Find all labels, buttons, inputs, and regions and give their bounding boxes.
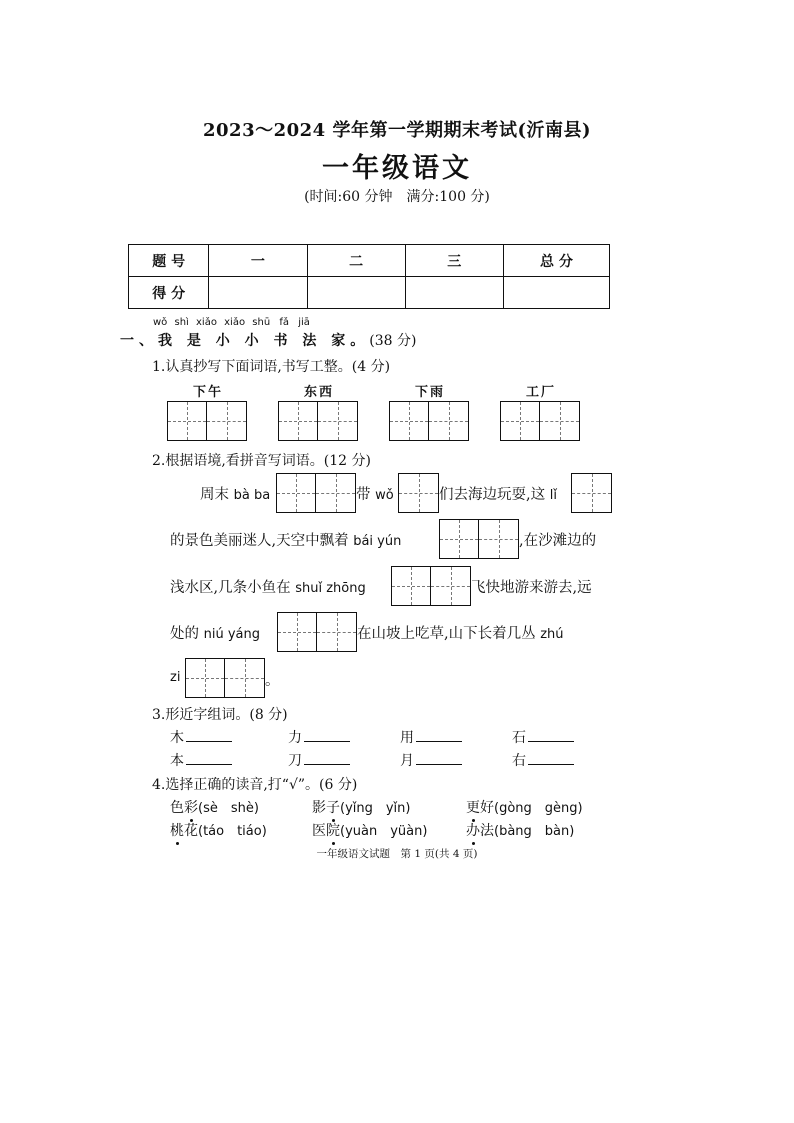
text: 处的 [170, 626, 199, 642]
char: 法 [480, 823, 494, 839]
char: 色 [170, 800, 184, 816]
similar-char-item [512, 727, 574, 747]
pinyin-options: (gòng gèng) [494, 801, 583, 816]
answer-blank[interactable] [416, 750, 462, 765]
similar-char: 用 [400, 730, 414, 746]
dotted-char: 子 [326, 797, 340, 817]
copy-word: 工厂 [526, 385, 557, 400]
q2-line2-text: ,在沙滩边的 [519, 533, 597, 549]
answer-blank[interactable] [304, 727, 350, 742]
text: 周末 [200, 487, 229, 503]
pronunciation-choice[interactable] [466, 797, 583, 817]
similar-char-item [512, 750, 574, 770]
score-table-score-row [129, 277, 610, 309]
pinyin-prompt: zi [170, 670, 181, 685]
pinyin-syllable: wǒ [153, 317, 168, 328]
answer-blank[interactable] [186, 727, 232, 742]
pinyin-syllable: shū [252, 317, 271, 328]
similar-char: 刀 [288, 753, 302, 769]
pinyin-syllable: jiā [298, 317, 310, 328]
pinyin-options: (yǐng yǐn) [340, 801, 411, 816]
score-table-header: 一 [209, 245, 307, 277]
score-cell[interactable] [405, 277, 503, 309]
pinyin-options: (yuàn yüàn) [340, 824, 428, 839]
q3-prompt: 3.形近字组词。(8 分) [152, 707, 288, 723]
writing-grid[interactable] [500, 401, 580, 441]
text: 在山坡上吃草,山下长着几丛 [357, 626, 536, 642]
score-cell[interactable] [503, 277, 609, 309]
q2-line4-text [170, 622, 260, 643]
page-footer: 一年级语文试题 第 1 页(共 4 页) [316, 848, 478, 860]
section1-pinyin [153, 317, 310, 328]
score-table-header: 题 号 [129, 245, 209, 277]
score-table-header: 三 [405, 245, 503, 277]
score-row-label: 得 分 [129, 277, 209, 309]
writing-grid[interactable] [278, 401, 358, 441]
text: 带 [356, 487, 371, 503]
similar-char: 石 [512, 730, 526, 746]
pinyin-prompt: bà ba [233, 488, 271, 503]
char: 影 [312, 800, 326, 816]
dotted-char: 院 [326, 820, 340, 840]
answer-blank[interactable] [528, 727, 574, 742]
pronunciation-choice[interactable] [312, 820, 427, 840]
pinyin-syllable: xiǎo [224, 317, 246, 328]
q2-line3-text [170, 576, 366, 597]
pinyin-syllable: fǎ [279, 317, 290, 328]
answer-blank[interactable] [304, 750, 350, 765]
pinyin-answer-grid[interactable] [276, 473, 356, 513]
score-table-header: 总 分 [503, 245, 609, 277]
score-table-header-row [129, 245, 610, 277]
copy-word: 东西 [304, 385, 335, 400]
pinyin-syllable: xiǎo [196, 317, 217, 328]
similar-char-item [170, 750, 232, 770]
similar-char: 本 [170, 753, 184, 769]
q4-prompt: 4.选择正确的读音,打“√”。(6 分) [152, 777, 358, 793]
q2-line2-text [170, 529, 401, 550]
pinyin-prompt: lǐ [549, 488, 557, 503]
pinyin-answer-grid[interactable] [391, 566, 471, 606]
pinyin-prompt: zhú [540, 627, 564, 642]
q2-line3-text: 飞快地游来游去,远 [471, 580, 592, 596]
section1-heading-text: 一、我 是 小 小 书 法 家。 [120, 333, 370, 349]
pinyin-options: (bàng bàn) [494, 824, 575, 839]
similar-char: 木 [170, 730, 184, 746]
similar-char-item [400, 727, 462, 747]
text: 们去海边玩耍,这 [439, 487, 546, 503]
dotted-char: 更 [466, 797, 480, 817]
pinyin-prompt: bái yún [353, 534, 402, 549]
section1-score: (38 分) [369, 333, 417, 349]
answer-blank[interactable] [528, 750, 574, 765]
char: 好 [480, 800, 494, 816]
copy-word: 下午 [193, 385, 224, 400]
pinyin-answer-grid[interactable] [439, 519, 519, 559]
pinyin-answer-grid[interactable] [398, 473, 439, 513]
exam-title: 2023～2024 学年第一学期期末考试(沂南县) [203, 120, 591, 141]
dotted-char: 办 [466, 820, 480, 840]
writing-grid[interactable] [389, 401, 469, 441]
pinyin-prompt: shuǐ zhōng [295, 581, 366, 596]
similar-char: 月 [400, 753, 414, 769]
score-table [128, 244, 610, 309]
dotted-char: 彩 [184, 797, 198, 817]
similar-char-item [288, 750, 350, 770]
pronunciation-choice[interactable] [170, 820, 267, 840]
q2-line1-text [356, 483, 394, 504]
q2-line1-text [439, 483, 557, 504]
q1-prompt: 1.认真抄写下面词语,书写工整。(4 分) [152, 359, 391, 375]
char: 花 [184, 823, 198, 839]
writing-grid[interactable] [167, 401, 247, 441]
score-cell[interactable] [209, 277, 307, 309]
text: 的景色美丽迷人,天空中飘着 [170, 533, 349, 549]
pinyin-options: (táo tiáo) [198, 824, 267, 839]
similar-char-item [170, 727, 232, 747]
dotted-char: 桃 [170, 820, 184, 840]
char: 医 [312, 823, 326, 839]
score-table-header: 二 [307, 245, 405, 277]
pinyin-options: (sè shè) [198, 801, 259, 816]
similar-char-item [400, 750, 462, 770]
score-cell[interactable] [307, 277, 405, 309]
pinyin-answer-grid[interactable] [571, 473, 612, 513]
pronunciation-choice[interactable] [170, 797, 259, 817]
answer-blank[interactable] [416, 727, 462, 742]
q2-line5-text [170, 669, 180, 685]
pinyin-prompt: wǒ [375, 488, 394, 503]
pinyin-answer-grid[interactable] [277, 612, 357, 652]
q2-prompt: 2.根据语境,看拼音写词语。(12 分) [152, 453, 371, 469]
q2-line4-text [357, 622, 564, 643]
q2-line1-text [200, 483, 270, 504]
similar-char: 力 [288, 730, 302, 746]
pinyin-prompt: niú yáng [203, 627, 260, 642]
pinyin-syllable: shì [174, 317, 189, 328]
section1-heading [120, 330, 416, 350]
exam-meta: (时间:60 分钟 满分:100 分) [304, 189, 490, 205]
similar-char-item [288, 727, 350, 747]
q2-line5-end: 。 [265, 673, 280, 689]
pinyin-answer-grid[interactable] [185, 658, 265, 698]
text: 浅水区,几条小鱼在 [170, 580, 291, 596]
similar-char: 右 [512, 753, 526, 769]
pronunciation-choice[interactable] [466, 820, 574, 840]
answer-blank[interactable] [186, 750, 232, 765]
pronunciation-choice[interactable] [312, 797, 411, 817]
subject-title: 一年级语文 [322, 153, 472, 184]
copy-word: 下雨 [415, 385, 446, 400]
